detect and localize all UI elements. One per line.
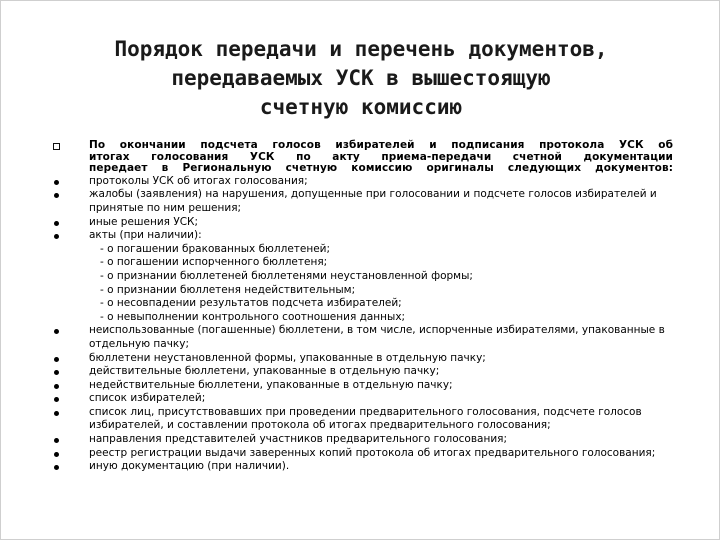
list-item <box>51 352 673 366</box>
act-subitem <box>51 243 673 257</box>
title-line: счетную комиссию <box>259 95 463 119</box>
square-bullet-icon <box>53 143 60 150</box>
bullet-dot-icon <box>54 397 59 402</box>
list-item <box>51 216 673 230</box>
act-subitem-text: - о несовпадении результатов подсчета избирателей; <box>100 297 402 310</box>
act-subitem-text: - о невыполнении контрольного соотношения данных; <box>100 310 406 323</box>
list-item <box>51 379 673 393</box>
list-item <box>51 324 673 351</box>
title-line: Порядок передачи и перечень документов, <box>114 37 608 61</box>
act-subitem <box>51 270 673 284</box>
list-item-text: жалобы (заявления) на нарушения, допущенные при голосовании и подсчете голосов избирателей и принятые по ним решения; <box>89 188 657 214</box>
list-item-text: неиспользованные (погашенные) бюллетени, в том числе, испорченные избирателями, упакованные в отдельную пачку; <box>89 324 665 350</box>
document-list <box>51 140 673 474</box>
list-item-text: список избирателей; <box>89 392 206 405</box>
list-item-text: недействительные бюллетени, упакованные в отдельную пачку; <box>89 378 453 391</box>
act-subitem-text: - о погашении испорченного бюллетеня; <box>100 256 328 269</box>
bullet-dot-icon <box>54 438 59 443</box>
act-subitem <box>51 284 673 298</box>
list-item <box>51 460 673 474</box>
act-subitem <box>51 311 673 325</box>
list-item <box>51 365 673 379</box>
act-subitem-text: - о погашении бракованных бюллетеней; <box>100 242 331 255</box>
bullet-dot-icon <box>54 384 59 389</box>
list-item-text: протоколы УСК об итогах голосования; <box>89 174 308 187</box>
list-item-text: иные решения УСК; <box>89 215 199 228</box>
title-line: передаваемых УСК в вышестоящую <box>171 66 551 90</box>
intro-line: итогах голосования УСК по акту приема-передачи счетной документации <box>89 150 673 163</box>
bullet-dot-icon <box>54 452 59 457</box>
slide-title <box>41 35 681 122</box>
intro-paragraph <box>51 140 673 175</box>
bullet-dot-icon <box>54 357 59 362</box>
intro-line: По окончании подсчета голосов избирателей и подписания протокола УСК об <box>89 139 673 151</box>
bullet-dot-icon <box>54 370 59 375</box>
bullet-dot-icon <box>54 411 59 416</box>
bullet-dot-icon <box>54 221 59 226</box>
act-subitem <box>51 297 673 311</box>
bullet-dot-icon <box>54 329 59 334</box>
list-item-text: акты (при наличии): <box>89 229 202 242</box>
list-item <box>51 229 673 243</box>
list-item-text: направления представителей участников предварительного голосования; <box>89 433 508 446</box>
bullet-dot-icon <box>54 465 59 470</box>
list-item-text: действительные бюллетени, упакованные в отдельную пачку; <box>89 365 440 378</box>
act-subitem-text: - о признании бюллетеня недействительным; <box>100 283 356 296</box>
list-item <box>51 406 673 433</box>
bullet-dot-icon <box>54 193 59 198</box>
list-item <box>51 447 673 461</box>
list-item-text: иную документацию (при наличии). <box>89 460 290 473</box>
bullet-dot-icon <box>54 180 59 185</box>
list-item <box>51 433 673 447</box>
list-item <box>51 392 673 406</box>
bullet-dot-icon <box>54 234 59 239</box>
list-item <box>51 175 673 189</box>
intro-line: передает в Региональную счетную комиссию оригиналы следующих документов: <box>89 162 673 175</box>
list-item <box>51 188 673 215</box>
list-item-text: реестр регистрации выдачи заверенных копий протокола об итогах предварительного голосования; <box>89 446 656 459</box>
list-item-text: бюллетени неустановленной формы, упакованные в отдельную пачку; <box>89 351 486 364</box>
act-subitem-text: - о признании бюллетеней бюллетенями неустановленной формы; <box>100 269 473 282</box>
list-item-text: список лиц, присутствовавших при проведении предварительного голосования, подсчете голосов избирателей, и составлении протокола об итогах предварительного голосования; <box>89 405 642 432</box>
act-subitem <box>51 256 673 270</box>
